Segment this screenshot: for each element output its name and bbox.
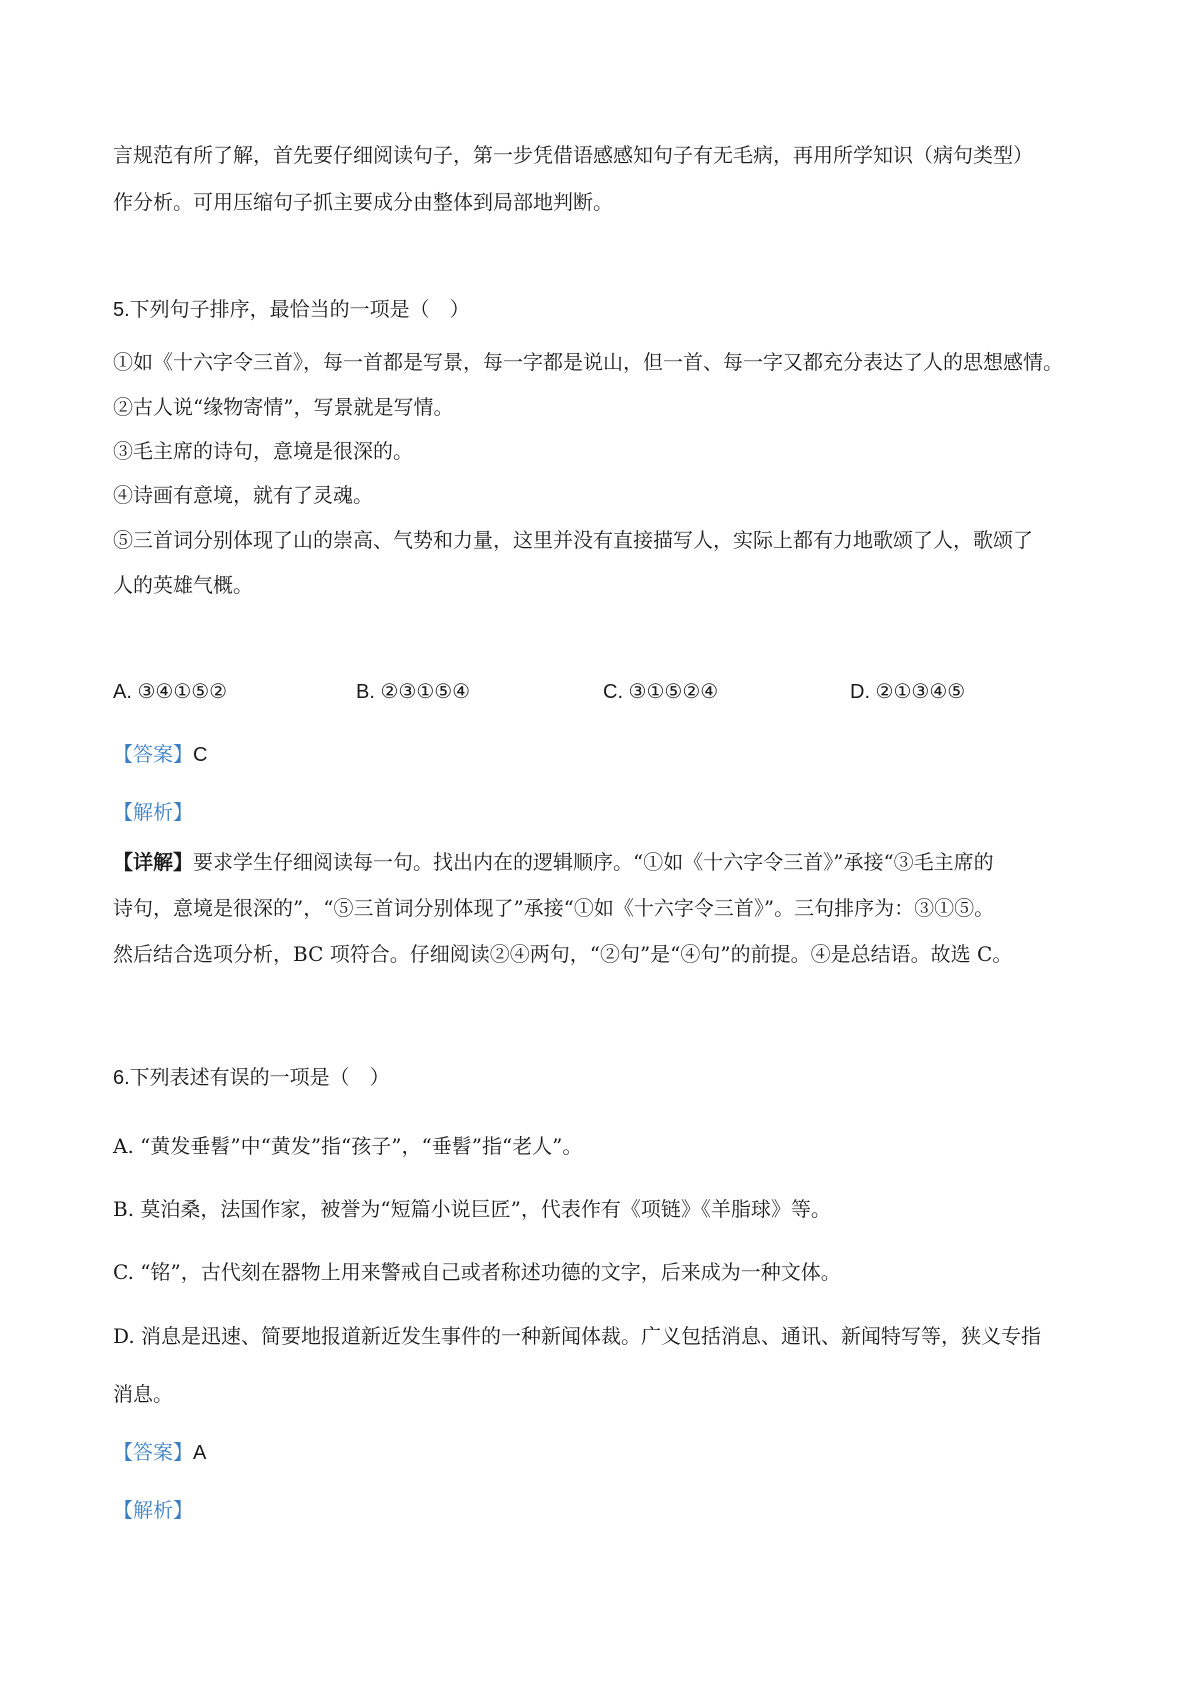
question-5-title: 5.下列句子排序，最恰当的一项是（ ） <box>113 299 470 321</box>
q5-option-d: D. ②①③④⑤ <box>850 681 966 703</box>
q6-answer-value: A <box>193 1442 207 1464</box>
q5-option-b: B. ②③①⑤④ <box>356 681 471 703</box>
q5-sentence-4: ④诗画有意境，就有了灵魂。 <box>113 483 373 507</box>
q6-analysis <box>113 1496 193 1524</box>
q5-sentence-3: ③毛主席的诗句，意境是很深的。 <box>113 439 413 463</box>
q6-option-c: C. “铭”，古代刻在器物上用来警戒自己或者称述功德的文字，后来成为一种文体。 <box>113 1260 841 1284</box>
prev-analysis-line-2: 作分析。可用压缩句子抓主要成分由整体到局部地判断。 <box>113 190 613 214</box>
q5-answer <box>113 740 207 769</box>
q5-detail-line-2: 诗句，意境是很深的”，“⑤三首词分别体现了”承接“①如《十六字令三首》”。三句排序为：③①⑤。 <box>113 896 995 920</box>
q5-sentence-1: ①如《十六字令三首》，每一首都是写景，每一字都是说山，但一首、每一字又都充分表达了人的思想感情。 <box>113 350 1063 374</box>
q6-option-d: D. 消息是迅速、简要地报道新近发生事件的一种新闻体裁。广义包括消息、通讯、新闻特写等，狭义专指 <box>113 1324 1042 1348</box>
q5-sentence-5: ⑤三首词分别体现了山的崇高、气势和力量，这里并没有直接描写人，实际上都有力地歌颂了人，歌颂了 <box>113 528 1033 552</box>
q5-detail-line-1 <box>113 848 994 876</box>
q5-option-a: A. ③④①⑤② <box>113 681 228 703</box>
q5-detail-text-1: 要求学生仔细阅读每一句。找出内在的逻辑顺序。“①如《十六字令三首》”承接“③毛主席的 <box>193 850 994 874</box>
q6-option-a: A. “黄发垂髫”中“黄发”指“孩子”，“垂髫”指“老人”。 <box>113 1134 583 1158</box>
q6-option-b: B. 莫泊桑，法国作家，被誉为“短篇小说巨匠”，代表作有《项链》《羊脂球》等。 <box>113 1197 831 1221</box>
q5-sentence-5-cont: 人的英雄气概。 <box>113 573 253 597</box>
q5-answer-value: C <box>193 744 208 766</box>
q5-analysis-label: 【解析】 <box>113 800 193 824</box>
q5-options <box>113 678 1013 708</box>
q5-detail-label: 【详解】 <box>113 850 193 874</box>
q6-answer <box>113 1438 206 1467</box>
q5-detail-line-3: 然后结合选项分析，BC 项符合。仔细阅读②④两句，“②句”是“④句”的前提。④是总结语。故选 C。 <box>113 942 1013 966</box>
q5-option-c: C. ③①⑤②④ <box>603 681 719 703</box>
q6-answer-label: 【答案】 <box>113 1440 193 1464</box>
q5-sentence-2: ②古人说“缘物寄情”，写景就是写情。 <box>113 395 454 419</box>
q6-analysis-label: 【解析】 <box>113 1498 193 1522</box>
question-6-title: 6.下列表述有误的一项是（ ） <box>113 1067 390 1089</box>
q5-analysis <box>113 798 193 826</box>
q5-answer-label: 【答案】 <box>113 742 193 766</box>
prev-analysis-line-1: 言规范有所了解，首先要仔细阅读句子，第一步凭借语感感知句子有无毛病，再用所学知识（病句类型） <box>113 143 1033 167</box>
q6-option-d-cont: 消息。 <box>113 1382 173 1406</box>
